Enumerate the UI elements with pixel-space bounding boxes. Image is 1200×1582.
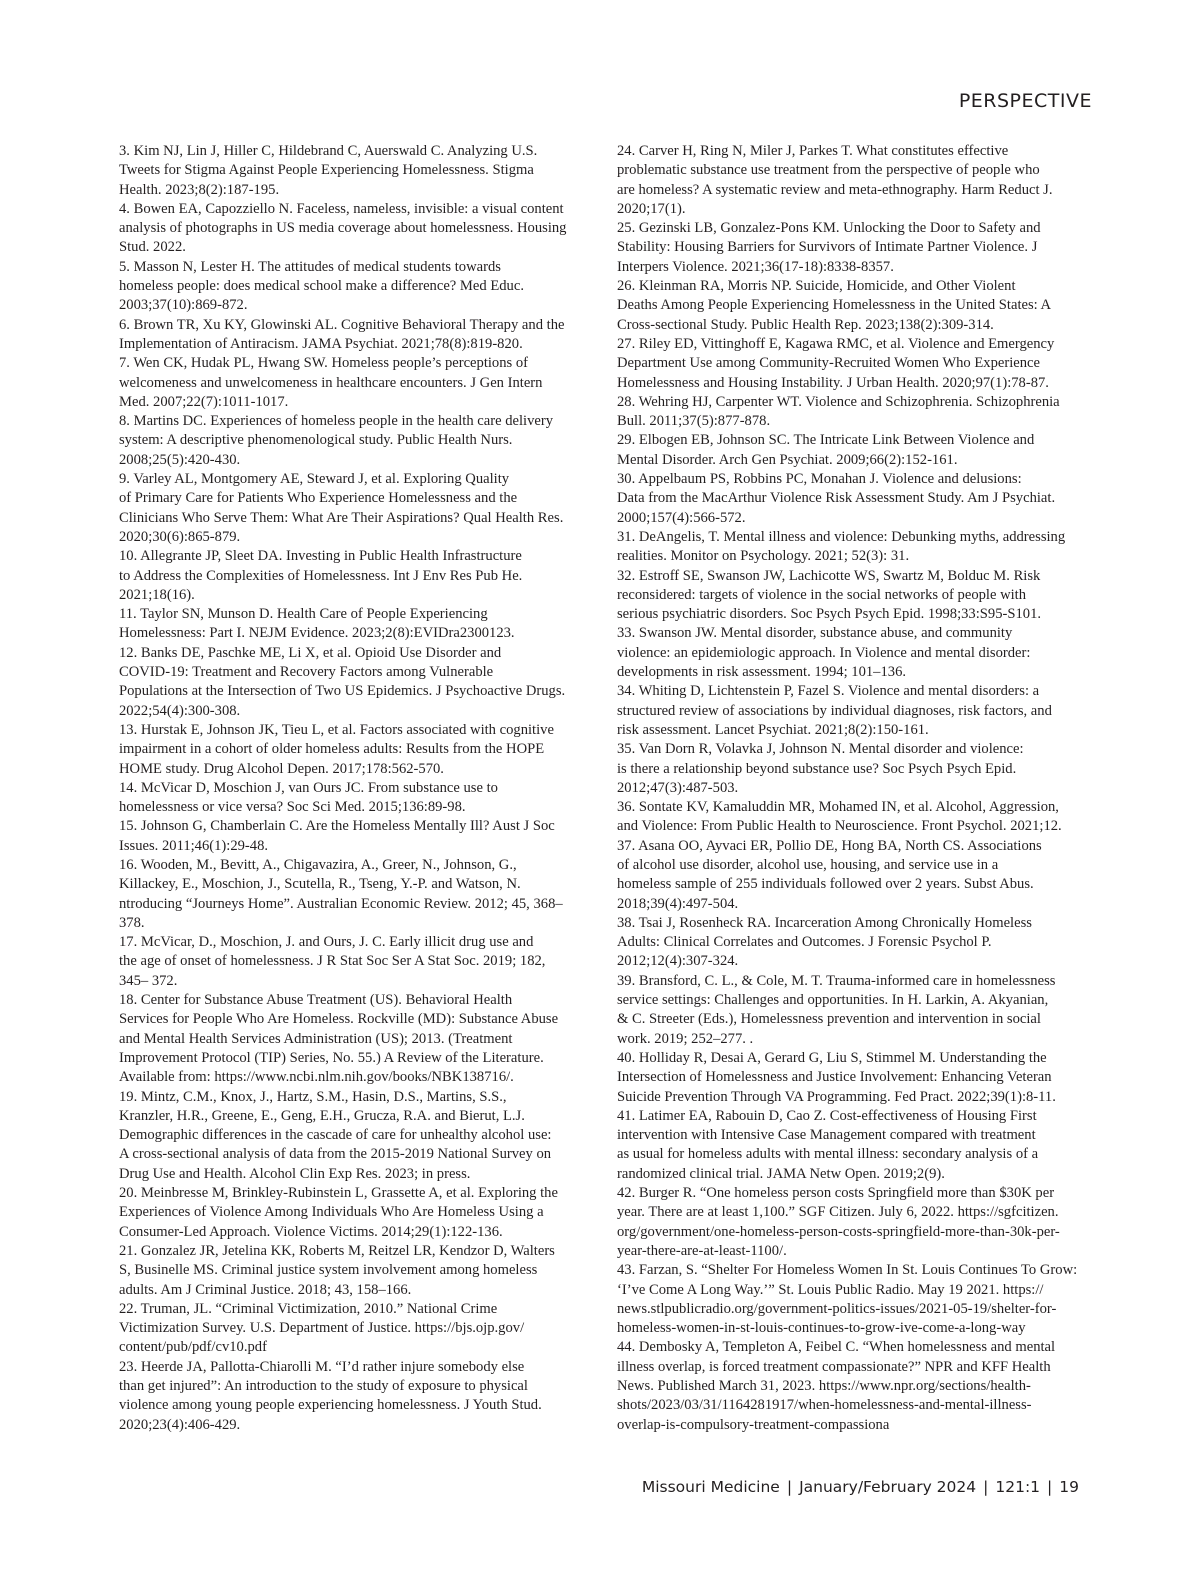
reference-line: of Primary Care for Patients Who Experience Homelessness and the [119,490,518,507]
reference-line: 6. Brown TR, Xu KY, Glowinski AL. Cognitive Behavioral Therapy and the [119,316,565,333]
reference-line: Issues. 2011;46(1):29-48. [119,837,269,854]
reference-item [119,1088,599,1184]
reference-line: 12. Banks DE, Paschke ME, Li X, et al. Opioid Use Disorder and [119,644,502,661]
reference-item [617,837,1095,914]
reference-line: Data from the MacArthur Violence Risk Assessment Study. Am J Psychiat. [617,490,1056,507]
reference-line: 2020;30(6):865-879. [119,528,241,545]
reference-line: homeless people: does medical school make a difference? Med Educ. [119,278,524,295]
reference-line: system: A descriptive phenomenological study. Public Health Nurs. [119,432,513,449]
reference-line: 345– 372. [119,972,178,989]
reference-item [617,1107,1095,1184]
reference-line: 2018;39(4):497-504. [617,895,739,912]
reference-item [119,354,599,412]
reference-line: Tweets for Stigma Against People Experiencing Homelessness. Stigma [119,162,534,179]
reference-line: 43. Farzan, S. “Shelter For Homeless Women In St. Louis Continues To Grow: [617,1262,1078,1279]
reference-item [119,547,599,605]
reference-line: Experiences of Violence Among Individuals Who Are Homeless Using a [119,1204,544,1221]
reference-line: & C. Streeter (Eds.), Homelessness prevention and intervention in social [617,1011,1041,1028]
reference-line: year-there-are-at-least-1100/. [617,1242,787,1259]
reference-line: Drug Use and Health. Alcohol Clin Exp Res. 2023; in press. [119,1165,471,1182]
reference-item [119,644,599,721]
reference-item [119,142,599,200]
reference-line: ‘I’ve Come A Long Way.’” St. Louis Public Radio. May 19 2021. https:// [617,1281,1044,1298]
footer-volume: 121:1 [995,1478,1041,1496]
reference-line: 22. Truman, JL. “Criminal Victimization, 2010.” National Crime [119,1300,498,1317]
reference-line: Deaths Among People Experiencing Homelessness in the United States: A [617,297,1052,314]
reference-item [119,316,599,355]
reference-line: and Violence: From Public Health to Neuroscience. Front Psychol. 2021;12. [617,818,1062,835]
reference-item [617,1049,1095,1107]
reference-line: adults. Am J Criminal Justice. 2018; 43, 158–166. [119,1281,412,1298]
reference-line: Kranzler, H.R., Greene, E., Geng, E.H., Grucza, R.A. and Bierut, L.J. [119,1107,525,1124]
reference-line: 36. Sontate KV, Kamaluddin MR, Mohamed IN, et al. Alcohol, Aggression, [617,799,1059,816]
reference-line: 17. McVicar, D., Moschion, J. and Ours, J. C. Early illicit drug use and [119,934,534,951]
reference-line: Stud. 2022. [119,239,186,256]
reference-line: 42. Burger R. “One homeless person costs Springfield more than $30K per [617,1185,1055,1202]
reference-line: Suicide Prevention Through VA Programming. Fed Pract. 2022;39(1):8-11. [617,1088,1056,1105]
reference-line: Homelessness and Housing Instability. J Urban Health. 2020;97(1):78-87. [617,374,1049,391]
reference-line: 28. Wehring HJ, Carpenter WT. Violence and Schizophrenia. Schizophrenia [617,393,1060,410]
reference-line: org/government/one-homeless-person-costs-springfield-more-than-30k-per- [617,1223,1060,1240]
section-label: PERSPECTIVE [958,90,1092,112]
reference-line: risk assessment. Lancet Psychiat. 2021;8(2):150-161. [617,721,929,738]
footer-page-number: 19 [1059,1478,1079,1496]
reference-item [119,470,599,547]
reference-line: Consumer-Led Approach. Violence Victims. 2014;29(1):122-136. [119,1223,503,1240]
reference-item [119,1184,599,1242]
reference-line: Department Use among Community-Recruited Women Who Experience [617,355,1041,372]
reference-line: work. 2019; 252–277. . [617,1030,754,1047]
reference-item [119,779,599,818]
reference-line: 14. McVicar D, Moschion J, van Ours JC. From substance use to [119,779,498,796]
reference-line: 19. Mintz, C.M., Knox, J., Hartz, S.M., Hasin, D.S., Martins, S.S., [119,1088,507,1105]
reference-line: 4. Bowen EA, Capozziello N. Faceless, nameless, invisible: a visual content [119,200,564,217]
reference-line: Med. 2007;22(7):1011-1017. [119,393,289,410]
reference-item [617,528,1095,567]
reference-line: 2020;23(4):406-429. [119,1416,241,1433]
reference-line: 2020;17(1). [617,200,686,217]
reference-line: Intersection of Homelessness and Justice Involvement: Enhancing Veteran [617,1069,1052,1086]
reference-item [119,1242,599,1300]
reference-line: Implementation of Antiracism. JAMA Psychiat. 2021;78(8):819-820. [119,335,523,352]
reference-line: HOME study. Drug Alcohol Depen. 2017;178:562-570. [119,760,444,777]
reference-item [617,972,1095,1049]
reference-line: Interpers Violence. 2021;36(17-18):8338-8357. [617,258,894,275]
reference-item [617,219,1095,277]
reference-line: 30. Appelbaum PS, Robbins PC, Monahan J. Violence and delusions: [617,471,1022,488]
reference-line: is there a relationship beyond substance use? Soc Psych Psych Epid. [617,760,1017,777]
reference-line: 2012;12(4):307-324. [617,953,739,970]
reference-item [119,1300,599,1358]
reference-line: shots/2023/03/31/1164281917/when-homelessness-and-mental-illness- [617,1397,1032,1414]
reference-line: Demographic differences in the cascade of care for unhealthy alcohol use: [119,1127,552,1144]
reference-line: 23. Heerde JA, Pallotta-Chiarolli M. “I’d rather injure somebody else [119,1358,525,1375]
reference-item [119,991,599,1087]
reference-line: 10. Allegrante JP, Sleet DA. Investing in Public Health Infrastructure [119,548,522,565]
reference-line: 18. Center for Substance Abuse Treatment (US). Behavioral Health [119,992,513,1009]
reference-line: Improvement Protocol (TIP) Series, No. 55.) A Review of the Literature. [119,1049,544,1066]
reference-item [119,258,599,316]
reference-line: and Mental Health Services Administration (US); 2013. (Treatment [119,1030,513,1047]
reference-line: Cross-sectional Study. Public Health Rep. 2023;138(2):309-314. [617,316,994,333]
reference-line: 44. Dembosky A, Templeton A, Feibel C. “When homelessness and mental [617,1339,1056,1356]
reference-line: News. Published March 31, 2023. https://www.npr.org/sections/health- [617,1378,1031,1394]
reference-line: violence among young people experiencing homelessness. J Youth Stud. [119,1397,542,1414]
reference-line: 2012;47(3):487-503. [617,779,739,796]
reference-line: to Address the Complexities of Homelessness. Int J Env Res Pub He. [119,567,523,584]
reference-line: as usual for homeless adults with mental illness: secondary analysis of a [617,1146,1039,1163]
reference-line: 33. Swanson JW. Mental disorder, substance abuse, and community [617,625,1013,642]
reference-line: 29. Elbogen EB, Johnson SC. The Intricate Link Between Violence and [617,432,1035,449]
reference-line: impairment in a cohort of older homeless adults: Results from the HOPE [119,741,545,758]
reference-line: problematic substance use treatment from the perspective of people who [617,162,1040,179]
reference-line: Bull. 2011;37(5):877-878. [617,413,771,430]
reference-line: Services for People Who Are Homeless. Rockville (MD): Substance Abuse [119,1011,559,1028]
reference-item [119,200,599,258]
reference-line: Clinicians Who Serve Them: What Are Their Aspirations? Qual Health Res. [119,509,564,526]
reference-item [617,470,1095,528]
footer-separator: | [786,1478,793,1496]
reference-line: year. There are at least 1,100.” SGF Citizen. July 6, 2022. https://sgfcitizen. [617,1204,1059,1221]
reference-item [617,624,1095,682]
reference-item [617,431,1095,470]
reference-line: content/pub/pdf/cv10.pdf [119,1339,267,1356]
reference-line: service settings: Challenges and opportunities. In H. Larkin, A. Akyanian, [617,992,1049,1009]
reference-line: violence: an epidemiologic approach. In Violence and mental disorder: [617,644,1031,661]
reference-line: 20. Meinbresse M, Brinkley-Rubinstein L, Grassette A, et al. Exploring the [119,1185,558,1202]
reference-line: 3. Kim NJ, Lin J, Hiller C, Hildebrand C, Auerswald C. Analyzing U.S. [119,143,538,159]
reference-line: 21. Gonzalez JR, Jetelina KK, Roberts M, Reitzel LR, Kendzor D, Walters [119,1242,555,1259]
reference-line: 25. Gezinski LB, Gonzalez-Pons KM. Unlocking the Door to Safety and [617,220,1041,237]
reference-line: Available from: https://www.ncbi.nlm.nih.gov/books/NBK138716/. [119,1069,514,1086]
reference-line: 37. Asana OO, Ayvaci ER, Pollio DE, Hong BA, North CS. Associations [617,837,1042,854]
reference-line: 38. Tsai J, Rosenheck RA. Incarceration Among Chronically Homeless [617,914,1032,931]
footer-separator: | [983,1478,989,1496]
reference-item [617,914,1095,972]
reference-line: 5. Masson N, Lester H. The attitudes of medical students towards [119,258,501,275]
reference-item [119,856,599,933]
reference-item [617,740,1095,798]
reference-line: 16. Wooden, M., Bevitt, A., Chigavazira, A., Greer, N., Johnson, G., [119,856,517,873]
references-right-column [617,142,1095,1435]
reference-item [617,798,1095,837]
reference-line: 8. Martins DC. Experiences of homeless people in the health care delivery [119,413,554,430]
reference-line: Populations at the Intersection of Two US Epidemics. J Psychoactive Drugs. [119,683,566,700]
references-left-column [119,142,599,1435]
reference-line: serious psychiatric disorders. Soc Psych Psych Epid. 1998;33:S95-S101. [617,606,1042,623]
reference-line: homeless sample of 255 individuals followed over 2 years. Subst Abus. [617,876,1034,893]
reference-line: 11. Taylor SN, Munson D. Health Care of People Experiencing [119,606,488,623]
page-footer [642,1478,1079,1496]
reference-line: Killackey, E., Moschion, J., Scutella, R., Tseng, Y.-P. and Watson, N. [119,876,521,893]
reference-item [119,721,599,779]
reference-line: Stability: Housing Barriers for Survivors of Intimate Partner Violence. J [617,239,1038,256]
reference-line: COVID-19: Treatment and Recovery Factors among Vulnerable [119,664,494,681]
reference-line: welcomeness and unwelcomeness in healthcare encounters. J Gen Intern [119,374,543,391]
reference-item [617,277,1095,335]
reference-line: homeless-women-in-st-louis-continues-to-grow-ive-come-a-long-way [617,1320,1026,1337]
reference-item [119,933,599,991]
reference-line: news.stlpublicradio.org/government-politics-issues/2021-05-19/shelter-for- [617,1300,1057,1317]
reference-line: Health. 2023;8(2):187-195. [119,181,280,198]
reference-line: 41. Latimer EA, Rabouin D, Cao Z. Cost-effectiveness of Housing First [617,1107,1037,1124]
footer-separator: | [1047,1478,1053,1496]
reference-line: overlap-is-compulsory-treatment-compassiona [617,1416,890,1433]
reference-item [617,335,1095,393]
reference-line: 13. Hurstak E, Johnson JK, Tieu L, et al. Factors associated with cognitive [119,721,554,738]
reference-line: of alcohol use disorder, alcohol use, housing, and service use in a [617,856,999,873]
reference-item [119,817,599,856]
reference-item [617,1184,1095,1261]
reference-line: 2003;37(10):869-872. [119,297,248,314]
reference-line: the age of onset of homelessness. J R Stat Soc Ser A Stat Soc. 2019; 182, [119,953,546,970]
reference-line: analysis of photographs in US media coverage about homelessness. Housing [119,220,567,237]
reference-line: 9. Varley AL, Montgomery AE, Steward J, et al. Exploring Quality [119,471,510,488]
reference-line: homelessness or vice versa? Soc Sci Med. 2015;136:89-98. [119,799,466,816]
reference-line: 31. DeAngelis, T. Mental illness and violence: Debunking myths, addressing [617,528,1066,545]
footer-journal: Missouri Medicine [641,1478,780,1496]
reference-line: Adults: Clinical Correlates and Outcomes. J Forensic Psychol P. [617,934,992,951]
reference-line: 2000;157(4):566-572. [617,509,746,526]
reference-item [617,1338,1095,1434]
reference-item [119,605,599,644]
reference-item [119,412,599,470]
reference-line: 39. Bransford, C. L., & Cole, M. T. Trauma-informed care in homelessness [617,972,1056,989]
reference-line: Homelessness: Part I. NEJM Evidence. 2023;2(8):EVIDra2300123. [119,625,515,642]
reference-line: illness overlap, is forced treatment compassionate?” NPR and KFF Health [617,1358,1051,1375]
reference-item [617,393,1095,432]
reference-item [617,142,1095,219]
reference-line: 32. Estroff SE, Swanson JW, Lachicotte WS, Swartz M, Bolduc M. Risk [617,567,1041,584]
reference-line: than get injured”: An introduction to the study of exposure to physical [119,1378,528,1394]
reference-line: 2008;25(5):420-430. [119,451,241,468]
reference-line: Victimization Survey. U.S. Department of Justice. https://bjs.ojp.gov/ [119,1320,525,1337]
reference-item [617,1261,1095,1338]
reference-item [617,682,1095,740]
reference-line: 378. [119,914,145,931]
reference-line: structured review of associations by individual diagnoses, risk factors, and [617,702,1052,719]
reference-item [119,1358,599,1435]
reference-line: 27. Riley ED, Vittinghoff E, Kagawa RMC, et al. Violence and Emergency [617,335,1055,352]
reference-line: 7. Wen CK, Hudak PL, Hwang SW. Homeless people’s perceptions of [119,355,529,372]
reference-line: ntroducing “Journeys Home”. Australian Economic Review. 2012; 45, 368– [119,895,563,912]
reference-line: intervention with Intensive Case Management compared with treatment [617,1127,1036,1144]
reference-line: realities. Monitor on Psychology. 2021; 52(3): 31. [617,548,910,565]
reference-item [617,567,1095,625]
reference-line: 35. Van Dorn R, Volavka J, Johnson N. Mental disorder and violence: [617,741,1024,758]
reference-line: 2022;54(4):300-308. [119,702,241,719]
reference-line: randomized clinical trial. JAMA Netw Open. 2019;2(9). [617,1165,945,1182]
reference-line: 2021;18(16). [119,586,195,603]
footer-issue: January/February 2024 [799,1478,977,1496]
reference-line: are homeless? A systematic review and meta-ethnography. Harm Reduct J. [617,181,1053,198]
reference-line: 24. Carver H, Ring N, Miler J, Parkes T. What constitutes effective [617,143,1009,159]
reference-line: 26. Kleinman RA, Morris NP. Suicide, Homicide, and Other Violent [617,278,1016,295]
reference-line: Mental Disorder. Arch Gen Psychiat. 2009;66(2):152-161. [617,451,958,468]
reference-line: 34. Whiting D, Lichtenstein P, Fazel S. Violence and mental disorders: a [617,683,1040,700]
reference-line: 15. Johnson G, Chamberlain C. Are the Homeless Mentally Ill? Aust J Soc [119,818,555,835]
reference-line: reconsidered: targets of violence in the social networks of people with [617,586,1027,603]
reference-line: S, Businelle MS. Criminal justice system involvement among homeless [119,1262,538,1279]
reference-line: 40. Holliday R, Desai A, Gerard G, Liu S, Stimmel M. Understanding the [617,1049,1047,1066]
reference-line: developments in risk assessment. 1994; 101–136. [617,664,907,681]
reference-line: A cross-sectional analysis of data from the 2015-2019 National Survey on [119,1146,552,1163]
